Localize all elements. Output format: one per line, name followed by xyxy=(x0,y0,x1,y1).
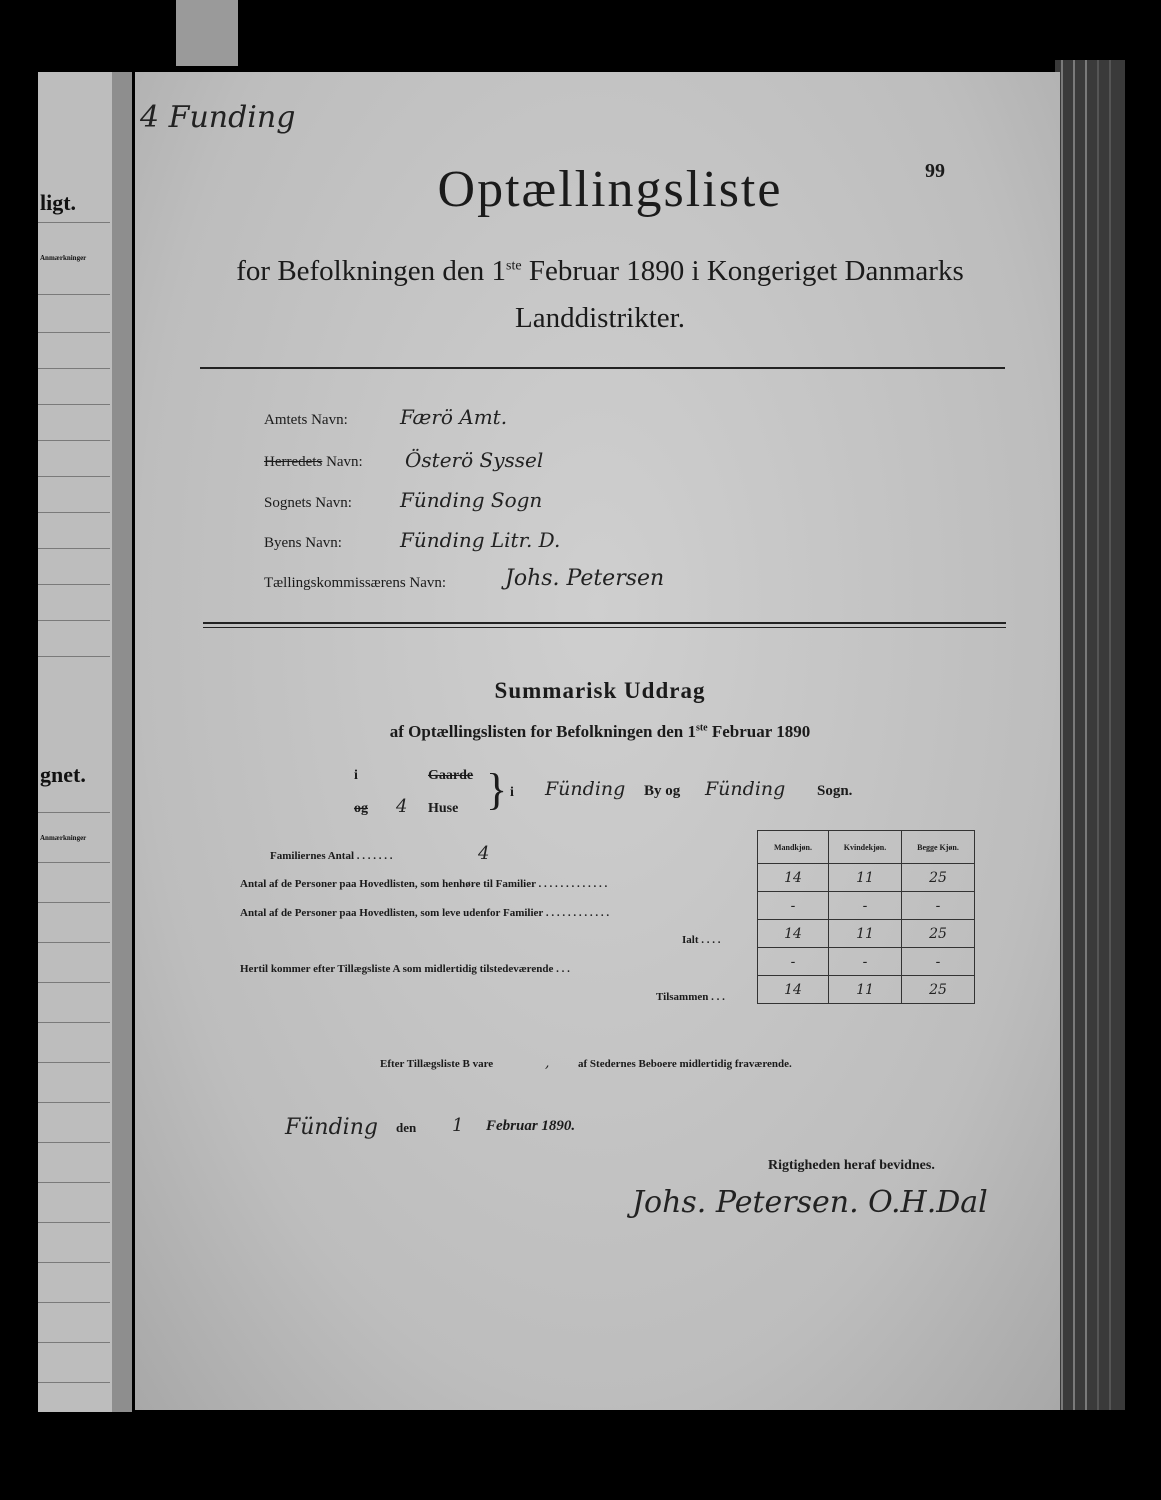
table-cell: 25 xyxy=(902,920,975,948)
summary-table xyxy=(757,830,975,1004)
by-value: Fünding xyxy=(545,778,626,800)
table-row xyxy=(758,948,975,976)
text-i: i xyxy=(354,768,358,783)
field-label: Amtets Navn: xyxy=(264,412,348,428)
column-header: Begge Kjøn. xyxy=(902,831,975,864)
text-huse: Huse xyxy=(428,801,459,816)
binding-gutter xyxy=(112,72,132,1412)
signing-date: Februar 1890. xyxy=(486,1118,576,1134)
huse-count: 4 xyxy=(396,796,408,817)
table-cell: - xyxy=(829,948,902,976)
sogn-value: Fünding xyxy=(705,778,786,800)
field-value: Johs. Petersen xyxy=(505,566,665,591)
b-line-value: , xyxy=(545,1055,550,1071)
divider xyxy=(203,622,1006,624)
sogn-label: Sogn. xyxy=(817,783,853,799)
summary-heading: Summarisk Uddrag xyxy=(494,678,706,703)
signature: Johs. Petersen. O.H.Dal xyxy=(632,1185,988,1220)
table-row xyxy=(758,892,975,920)
by-label: By og xyxy=(644,783,681,799)
table-cell: - xyxy=(902,892,975,920)
signing-place: Fünding xyxy=(285,1115,378,1140)
stub-note: Anmærkninger xyxy=(40,254,87,262)
text-og: og xyxy=(354,801,368,816)
divider xyxy=(203,627,1006,628)
table-cell: - xyxy=(758,948,829,976)
field-label: Herredets Navn: xyxy=(264,454,363,470)
corner-note: 4 Funding xyxy=(140,100,296,135)
table-cell: 25 xyxy=(902,864,975,892)
certification-text: Rigtigheden heraf bevidnes. xyxy=(768,1158,935,1173)
row-label: Ialt . . . . xyxy=(682,934,721,946)
field-label: Sognets Navn: xyxy=(264,495,352,511)
signing-day: 1 xyxy=(452,1115,464,1136)
table-cell: 14 xyxy=(758,920,829,948)
b-line-label: Efter Tillægsliste B vare xyxy=(380,1058,494,1070)
table-cell: - xyxy=(829,892,902,920)
summary-subheading: af Optællingslisten for Befolkningen den 1ste Februar 1890 xyxy=(389,722,811,741)
field-label: Byens Navn: xyxy=(264,535,342,551)
row-label: Hertil kommer efter Tillægsliste A som midlertidig tilstedeværende . . . xyxy=(240,963,570,975)
table-cell: 14 xyxy=(758,976,829,1004)
subtitle-line-2: Landdistrikter. xyxy=(515,302,685,334)
table-row xyxy=(758,976,975,1004)
den-label: den xyxy=(396,1120,417,1135)
column-header: Kvindekjøn. xyxy=(829,831,902,864)
familier-label: Familiernes Antal . . . . . . . xyxy=(270,850,393,862)
field-value: Österö Syssel xyxy=(405,448,544,472)
b-line-label: af Stedernes Beboere midlertidig fraværende. xyxy=(578,1058,792,1070)
text-i: i xyxy=(510,785,514,800)
row-label: Antal af de Personer paa Hovedlisten, som henhøre til Familier . . . . . . . . . . . . . xyxy=(240,878,608,890)
column-header: Mandkjøn. xyxy=(758,831,829,864)
binding-tab xyxy=(176,0,238,66)
table-cell: - xyxy=(902,948,975,976)
text-gaarde: Gaarde xyxy=(428,768,474,783)
table-cell: 25 xyxy=(902,976,975,1004)
table-cell: - xyxy=(758,892,829,920)
table-cell: 14 xyxy=(758,864,829,892)
stub-fragment: gnet. xyxy=(40,762,86,787)
stub-note: Anmærkninger xyxy=(40,834,87,842)
table-row xyxy=(758,864,975,892)
subtitle-line-1: for Befolkningen den 1ste Februar 1890 i Kongeriget Danmarks xyxy=(236,255,964,287)
table-cell: 11 xyxy=(829,920,902,948)
table-row xyxy=(758,920,975,948)
familier-value: 4 xyxy=(478,843,490,864)
field-value: Færö Amt. xyxy=(400,405,508,429)
table-cell: 11 xyxy=(829,864,902,892)
row-label: Antal af de Personer paa Hovedlisten, som leve udenfor Familier . . . . . . . . . . . . xyxy=(240,907,610,919)
stub-fragment: ligt. xyxy=(40,190,77,215)
brace: } xyxy=(486,765,508,814)
field-label: Tællingskommissærens Navn: xyxy=(264,575,447,591)
field-value: Fünding Litr. D. xyxy=(400,528,561,552)
field-value: Fünding Sogn xyxy=(400,488,543,512)
row-label: Tilsammen . . . xyxy=(656,991,725,1003)
page-title: Optællingsliste xyxy=(437,161,783,218)
divider xyxy=(200,367,1005,369)
page-number: 99 xyxy=(925,160,945,182)
table-cell: 11 xyxy=(829,976,902,1004)
page-edges xyxy=(1055,60,1125,1410)
